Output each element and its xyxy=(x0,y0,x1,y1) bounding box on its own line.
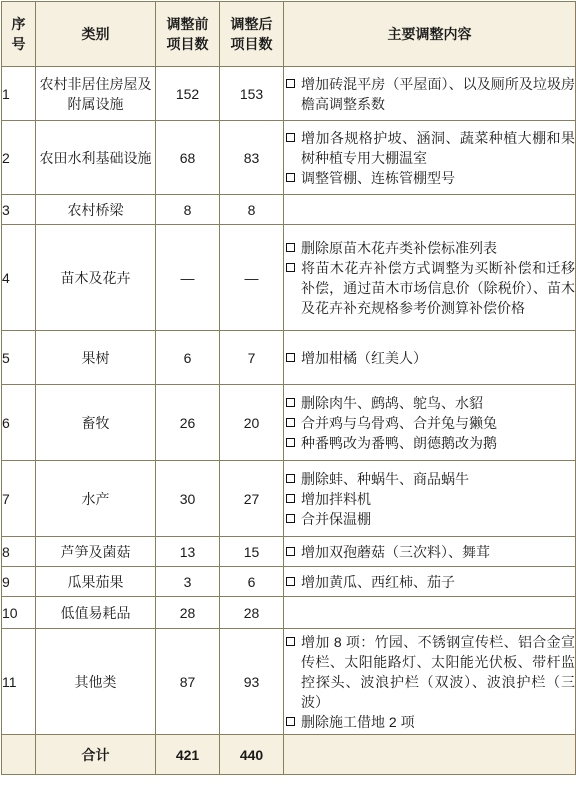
row-number: 3 xyxy=(2,195,36,225)
row-before-count: 13 xyxy=(156,537,220,567)
row-after-count: 8 xyxy=(220,195,284,225)
adjustment-item-text: 增加双孢蘑菇（三次料）、舞茸 xyxy=(301,543,490,560)
adjustment-table xyxy=(1,1,576,775)
row-after-count: 15 xyxy=(220,537,284,567)
checkbox-square-icon xyxy=(286,263,295,272)
row-after-count: 27 xyxy=(220,461,284,537)
header-no: 序 号 xyxy=(2,2,36,67)
checkbox-square-icon xyxy=(286,514,295,523)
row-number: 7 xyxy=(2,461,36,537)
row-category: 水产 xyxy=(36,461,156,537)
adjustment-item-text: 增加拌料机 xyxy=(301,490,371,507)
row-before-count: 68 xyxy=(156,121,220,195)
row-number: 1 xyxy=(2,67,36,121)
total-content xyxy=(284,735,576,775)
table-row xyxy=(2,195,576,225)
table-row xyxy=(2,537,576,567)
row-content xyxy=(284,331,576,385)
row-category: 畜牧 xyxy=(36,385,156,461)
checkbox-square-icon xyxy=(286,577,295,586)
adjustment-item xyxy=(284,489,575,509)
row-category: 农村桥梁 xyxy=(36,195,156,225)
row-after-count: — xyxy=(220,225,284,331)
adjustment-item xyxy=(284,632,575,712)
row-content xyxy=(284,67,576,121)
row-category: 农田水利基础设施 xyxy=(36,121,156,195)
row-before-count: 8 xyxy=(156,195,220,225)
adjustment-item xyxy=(284,348,575,368)
total-no xyxy=(2,735,36,775)
header-category: 类别 xyxy=(36,2,156,67)
adjustment-item xyxy=(284,74,575,114)
adjustment-item-text: 合并保温棚 xyxy=(301,510,371,527)
row-before-count: 152 xyxy=(156,67,220,121)
row-after-count: 83 xyxy=(220,121,284,195)
row-before-count: 28 xyxy=(156,597,220,629)
adjustment-item-text: 增加砖混平房（平屋面）、以及厕所及垃圾房檐高调整系数 xyxy=(301,75,575,112)
row-after-count: 7 xyxy=(220,331,284,385)
row-content xyxy=(284,629,576,735)
checkbox-square-icon xyxy=(286,474,295,483)
table-row xyxy=(2,331,576,385)
total-row xyxy=(2,735,576,775)
header-row xyxy=(2,2,576,67)
adjustment-item xyxy=(284,433,575,453)
row-content xyxy=(284,385,576,461)
row-number: 9 xyxy=(2,567,36,597)
row-before-count: — xyxy=(156,225,220,331)
row-category: 芦笋及菌菇 xyxy=(36,537,156,567)
row-number: 10 xyxy=(2,597,36,629)
adjustment-item xyxy=(284,572,575,592)
row-content xyxy=(284,461,576,537)
row-category: 农村非居住房屋及附属设施 xyxy=(36,67,156,121)
table-row xyxy=(2,567,576,597)
adjustment-item-text: 删除肉牛、鹧鸪、鸵鸟、水貂 xyxy=(301,394,483,411)
row-number: 5 xyxy=(2,331,36,385)
adjustment-item-text: 将苗木花卉补偿方式调整为买断补偿和迁移补偿，通过苗木市场信息价（除税价）、苗木及花卉补充规格参考价测算补偿价格 xyxy=(301,259,575,316)
checkbox-square-icon xyxy=(286,637,295,646)
checkbox-square-icon xyxy=(286,133,295,142)
row-content xyxy=(284,567,576,597)
adjustment-item xyxy=(284,168,575,188)
row-before-count: 3 xyxy=(156,567,220,597)
row-content xyxy=(284,195,576,225)
row-content xyxy=(284,121,576,195)
checkbox-square-icon xyxy=(286,173,295,182)
total-label: 合计 xyxy=(36,735,156,775)
row-category: 瓜果茄果 xyxy=(36,567,156,597)
row-content xyxy=(284,537,576,567)
checkbox-square-icon xyxy=(286,438,295,447)
row-after-count: 6 xyxy=(220,567,284,597)
checkbox-square-icon xyxy=(286,717,295,726)
adjustment-item-text: 增加 8 项：竹园、不锈钢宣传栏、铝合金宣传栏、太阳能路灯、太阳能光伏板、带杆监控探头、波浪护栏（双波）、波浪护栏（三波） xyxy=(301,633,575,710)
checkbox-square-icon xyxy=(286,243,295,252)
checkbox-square-icon xyxy=(286,398,295,407)
checkbox-square-icon xyxy=(286,494,295,503)
checkbox-square-icon xyxy=(286,547,295,556)
table-row xyxy=(2,461,576,537)
row-number: 8 xyxy=(2,537,36,567)
row-before-count: 30 xyxy=(156,461,220,537)
checkbox-square-icon xyxy=(286,79,295,88)
adjustment-item xyxy=(284,258,575,318)
adjustment-item-text: 调整管棚、连栋管棚型号 xyxy=(301,169,455,186)
adjustment-item-text: 增加柑橘（红美人） xyxy=(301,349,427,366)
row-number: 6 xyxy=(2,385,36,461)
row-number: 4 xyxy=(2,225,36,331)
adjustment-item-text: 删除蚌、种蜗牛、商品蜗牛 xyxy=(301,470,469,487)
row-number: 11 xyxy=(2,629,36,735)
adjustment-item-text: 删除原苗木花卉类补偿标准列表 xyxy=(301,239,497,256)
adjustment-item-text: 种番鸭改为番鸭、朗德鹅改为鹅 xyxy=(301,434,497,451)
adjustment-item-text: 增加黄瓜、西红柿、茄子 xyxy=(301,573,455,590)
total-after: 440 xyxy=(220,735,284,775)
header-after: 调整后 项目数 xyxy=(220,2,284,67)
adjustment-item xyxy=(284,393,575,413)
row-before-count: 6 xyxy=(156,331,220,385)
adjustment-item xyxy=(284,712,575,732)
row-before-count: 26 xyxy=(156,385,220,461)
row-category: 苗木及花卉 xyxy=(36,225,156,331)
row-after-count: 20 xyxy=(220,385,284,461)
row-content xyxy=(284,225,576,331)
row-category: 低值易耗品 xyxy=(36,597,156,629)
adjustment-item xyxy=(284,238,575,258)
checkbox-square-icon xyxy=(286,353,295,362)
adjustment-item xyxy=(284,542,575,562)
row-category: 果树 xyxy=(36,331,156,385)
header-before: 调整前 项目数 xyxy=(156,2,220,67)
row-content xyxy=(284,597,576,629)
table-row xyxy=(2,597,576,629)
row-after-count: 28 xyxy=(220,597,284,629)
adjustment-item-text: 合并鸡与乌骨鸡、合并兔与獭兔 xyxy=(301,414,497,431)
checkbox-square-icon xyxy=(286,418,295,427)
total-before: 421 xyxy=(156,735,220,775)
table-row xyxy=(2,67,576,121)
adjustment-item xyxy=(284,469,575,489)
row-number: 2 xyxy=(2,121,36,195)
table-row xyxy=(2,121,576,195)
table-row xyxy=(2,629,576,735)
table-row xyxy=(2,385,576,461)
adjustment-item-text: 增加各规格护坡、涵洞、蔬菜种植大棚和果树种植专用大棚温室 xyxy=(301,129,575,166)
adjustment-item xyxy=(284,128,575,168)
table-row xyxy=(2,225,576,331)
header-content: 主要调整内容 xyxy=(284,2,576,67)
adjustment-item xyxy=(284,509,575,529)
adjustment-item-text: 删除施工借地 2 项 xyxy=(301,713,415,730)
row-before-count: 87 xyxy=(156,629,220,735)
adjustment-item xyxy=(284,413,575,433)
row-after-count: 153 xyxy=(220,67,284,121)
row-after-count: 93 xyxy=(220,629,284,735)
row-category: 其他类 xyxy=(36,629,156,735)
